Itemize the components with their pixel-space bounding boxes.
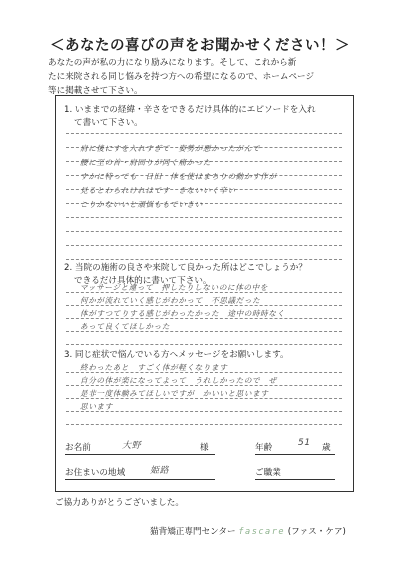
handwritten-answer-line: 腰に至の首・肩回りが同く痛かった [80,158,212,167]
intro-line: たに来院される同じ悩みを持つ方への希望になるので、ホームページ [48,72,315,82]
age-underline [255,454,335,455]
handwritten-answer-line: こりかないいと頑悩ももていきい [80,200,203,209]
handwritten-answer-line: 見るとわられけれはです きないいく辛い [80,186,236,195]
question-2-line: 2. 当院の施術の良さや来院して良かった所はどこでしょうか？ [64,263,307,273]
handwritten-answer-line: 思います [80,402,113,411]
area-value: 姫路 [150,466,170,476]
brand-logo-text: fascare [238,527,286,537]
job-underline [255,479,335,480]
footer [150,525,346,537]
survey-frame [55,95,354,492]
intro-text [48,56,358,98]
age-value: 51 [298,438,311,448]
question-1 [64,104,346,130]
question-3-line: 3. 同じ症状で悩んでいる方へメッセージをお願いします。 [64,350,289,360]
name-suffix: 様 [200,443,209,453]
area-underline [65,479,215,480]
name-label: お名前 [65,443,91,453]
job-label: ご職業 [255,468,281,478]
handwritten-answer-line: 体がすつてりする感じがわったかった 途中の時時なく [80,309,285,318]
handwritten-answer-line: 肩に後にすを入れすぎて 姿勢が悪かったがんで [80,144,261,153]
footer-kana: (ファス・ケア) [287,527,346,537]
question-3 [64,349,346,362]
handwritten-answer-line: マッサージと違って 押したりしないのに体の中を [80,283,268,292]
age-label: 年齢 [255,443,273,453]
name-value: 大野 [122,441,142,451]
handwritten-answer-line: 終わったあと すごく体が軽くなります [80,363,228,372]
page-title: ＜あなたの喜びの声をお聞かせください！＞ [50,38,350,54]
area-label: お住まいの地域 [65,468,126,478]
intro-line: 等に掲載させて下さい。 [48,86,143,96]
handwritten-answer-line: 是非一度体験みてほしいですが かいいと思います [80,389,269,398]
handwritten-answer-line: 何かが流れていく感じがわかって 不思議だった [80,296,261,305]
question-1-line: て書いて下さい。 [74,118,143,128]
footer-center-name: 猫背矯正専門センター [150,527,236,537]
question-2-line: できるだけ具体的に書いて下さい。 [74,276,212,286]
question-1-line: 1. いままでの経緯・辛さをできるだけ具体的にエピソードを入れ [64,105,316,115]
age-suffix: 歳 [322,443,331,453]
handwritten-answer-line: あって良くてほしかった [80,322,171,331]
intro-line: あなたの声が私の力になり励みになります。そして、これから新 [48,58,297,68]
handwritten-answer-line: 自分の体が楽になってよって うれしかったので ぜ [80,376,277,385]
handwritten-answer-line: すかに特っても 日旧 体を使はまちりの動かす作が [80,172,277,181]
thanks-text: ご協力ありがとうございました。 [55,498,184,508]
name-underline [65,454,215,455]
